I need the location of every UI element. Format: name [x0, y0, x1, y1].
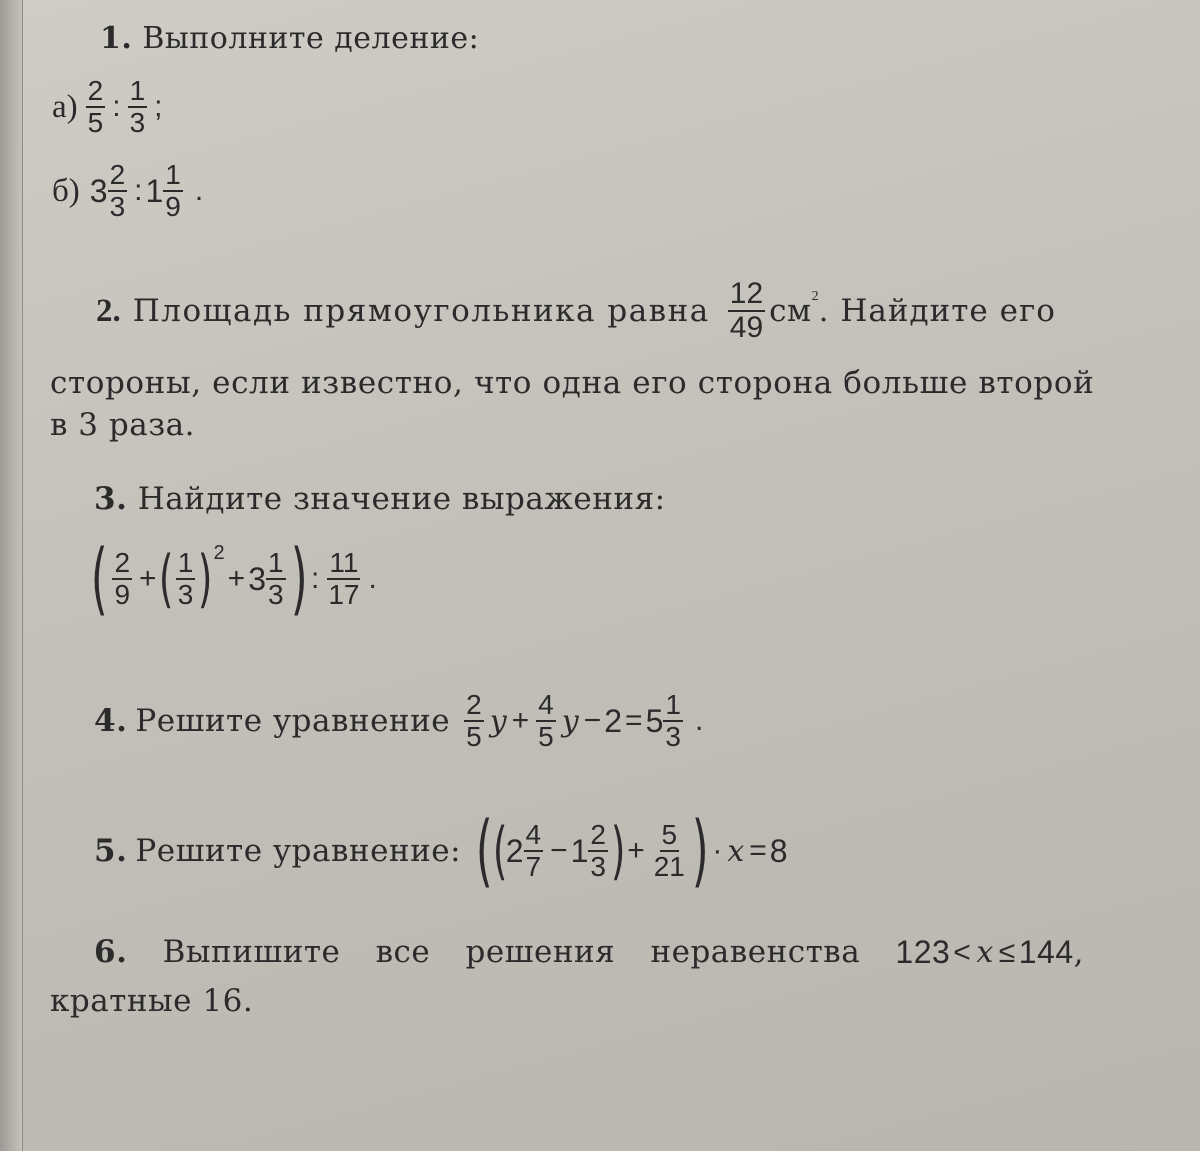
fraction: $\frac{11}{17}$ — [328, 546, 360, 610]
fraction: $\frac{1}{3}$ — [267, 546, 284, 610]
fraction: $\frac{12}{49}$ — [729, 277, 764, 345]
fraction: $\frac{2}{5}$ — [466, 689, 482, 753]
task-1-heading: 1. Выполните деление: — [100, 21, 480, 56]
task-3-heading: 3. Найдите значение выражения: — [94, 481, 666, 517]
fraction: $\frac{1}{9}$ — [165, 159, 181, 223]
task-2-line-2: стороны, если известно, что одна его сторона больше второй — [50, 365, 1095, 401]
inequality: 123 < x ≤ 144 , — [895, 934, 1084, 971]
fraction: $\frac{2}{3}$ — [590, 818, 606, 882]
fraction: $\frac{1}{3}$ — [665, 689, 681, 753]
task-1a-expression: а) $\frac{2}{5}$ : $\frac{1}{3}$ ; — [52, 75, 163, 139]
fraction: $\frac{2}{9}$ — [114, 546, 131, 610]
task-3-expression: ( $\frac{2}{9}$ + ( $\frac{1}{3}$ ) 2 + 3 $\frac{1}{3}$ ) : $\frac{11}{17}$ . — [90, 534, 377, 624]
fraction: $\frac{1}{3}$ — [177, 546, 194, 610]
task-1b-expression: б) 3 $\frac{2}{3}$ : 1 $\frac{1}{9}$ . — [52, 159, 204, 223]
task-2-line-1: 2. Площадь прямоугольника равна $\frac{12}{49}$ см 2 . Найдите его — [96, 277, 1056, 345]
fraction: $\frac{1}{3}$ — [129, 75, 146, 139]
fraction: $\frac{5}{21}$ — [653, 818, 685, 882]
fraction: $\frac{4}{5}$ — [538, 689, 554, 753]
task-6-line-1: 6. Выпишите все решения неравенства 123 < x ≤ 144 , — [94, 934, 1084, 971]
book-spine-shadow — [0, 0, 23, 1151]
task-2-line-3: в 3 раза. — [50, 407, 195, 443]
task-5-line: 5. Решите уравнение: ( ( 2 $\frac{4}{7}$ − 1 $\frac{2}{3}$ ) + $\frac{5}{21}$ ) · x = 8 — [94, 806, 788, 896]
task-6-line-2: кратные 16. — [50, 983, 254, 1019]
fraction: $\frac{2}{3}$ — [109, 159, 126, 223]
fraction: $\frac{4}{7}$ — [525, 818, 542, 882]
task-4-line: 4. Решите уравнение $\frac{2}{5}$ y + $\frac{4}{5}$ y − 2 = 5 $\frac{1}{3}$ . — [94, 689, 704, 753]
fraction: $\frac{2}{5}$ — [87, 75, 104, 139]
